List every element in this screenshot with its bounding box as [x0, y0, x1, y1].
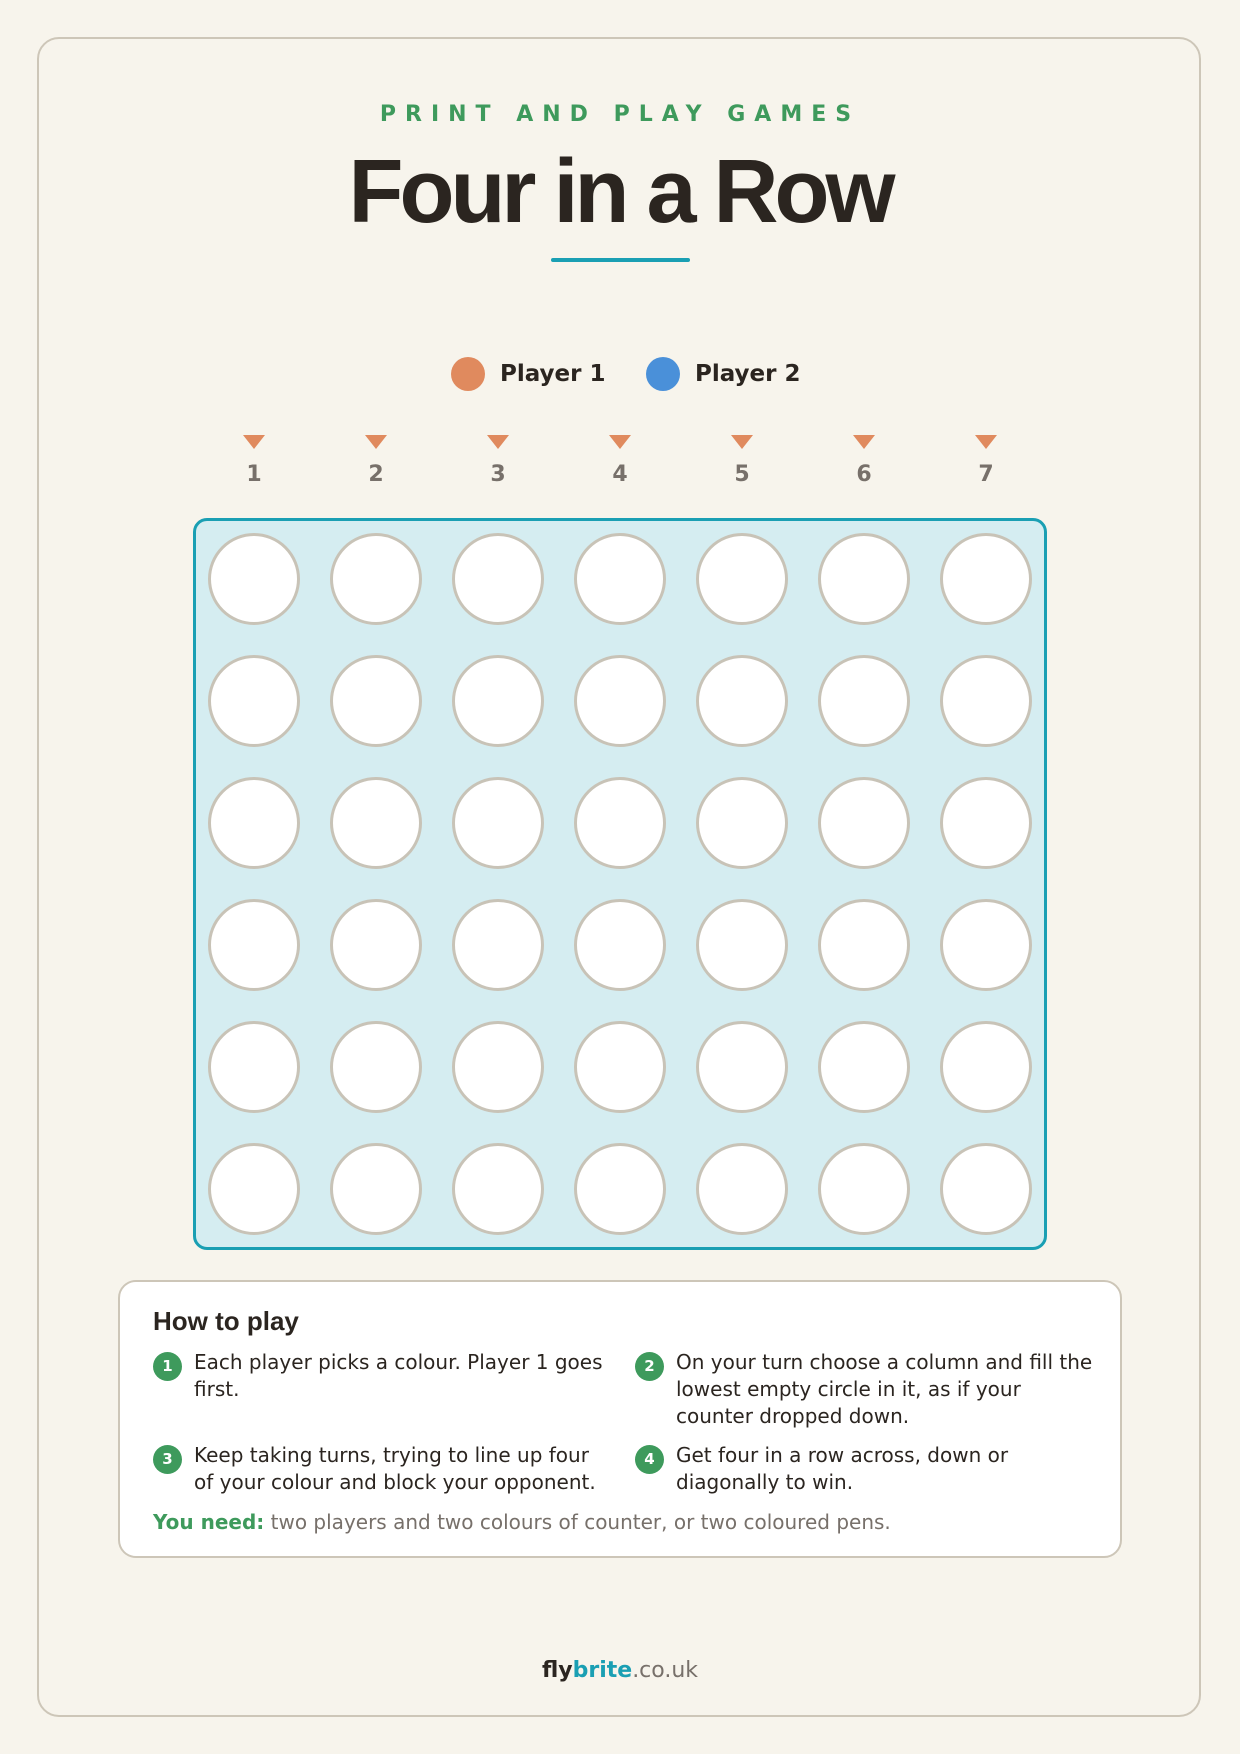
board-circle[interactable] — [696, 533, 788, 625]
column-number: 1 — [246, 462, 262, 487]
legend-player-2-label: Player 2 — [695, 361, 801, 387]
board-circle[interactable] — [452, 655, 544, 747]
board-circle[interactable] — [940, 1021, 1032, 1113]
you-need-text: two players and two colours of counter, or two coloured pens. — [270, 1510, 891, 1534]
board-circle[interactable] — [818, 777, 910, 869]
legend-player-2 — [646, 356, 801, 392]
you-need-note — [153, 1508, 891, 1536]
board-circle[interactable] — [452, 1021, 544, 1113]
board-circle[interactable] — [452, 777, 544, 869]
board-circle[interactable] — [818, 1143, 910, 1235]
column-number: 3 — [490, 462, 506, 487]
board-circle[interactable] — [818, 1021, 910, 1113]
board-circle[interactable] — [696, 655, 788, 747]
brand-brite: brite — [572, 1658, 633, 1683]
board-circle[interactable] — [330, 533, 422, 625]
you-need-label: You need: — [153, 1510, 265, 1534]
brand-domain: .co.uk — [632, 1658, 699, 1683]
legend-player-1 — [451, 356, 606, 392]
board-circle[interactable] — [574, 533, 666, 625]
board-circle[interactable] — [696, 777, 788, 869]
board-circle[interactable] — [208, 1021, 300, 1113]
step-number-badge: 4 — [635, 1445, 664, 1474]
board-circle[interactable] — [574, 1021, 666, 1113]
board-circle[interactable] — [818, 655, 910, 747]
board-circle[interactable] — [330, 899, 422, 991]
board-circle[interactable] — [818, 899, 910, 991]
column-drop-arrow — [731, 435, 753, 449]
step-text: Keep taking turns, trying to line up four of your colour and block your opponent. — [194, 1443, 596, 1494]
board-circle[interactable] — [940, 777, 1032, 869]
brand-fly: fly — [541, 1658, 573, 1683]
page-kicker: PRINT AND PLAY GAMES — [379, 102, 861, 127]
title-underline — [551, 258, 690, 262]
board-circle[interactable] — [208, 533, 300, 625]
board-circle[interactable] — [330, 1143, 422, 1235]
board-circle[interactable] — [452, 1143, 544, 1235]
step-number-badge: 3 — [153, 1445, 182, 1474]
footer-brand — [0, 1656, 1240, 1686]
player-1-color-dot — [451, 357, 485, 391]
board-circle[interactable] — [696, 1021, 788, 1113]
board-circle[interactable] — [818, 533, 910, 625]
column-number: 6 — [856, 462, 872, 487]
how-to-play-title: How to play — [153, 1306, 299, 1336]
board-circle[interactable] — [452, 533, 544, 625]
board-circle[interactable] — [696, 899, 788, 991]
board-circle[interactable] — [940, 899, 1032, 991]
board-circle[interactable] — [330, 777, 422, 869]
board-circle[interactable] — [574, 1143, 666, 1235]
board-circle[interactable] — [940, 533, 1032, 625]
step-text: On your turn choose a column and fill the lowest empty circle in it, as if your counter dropped down. — [676, 1350, 1093, 1428]
board-circle[interactable] — [574, 777, 666, 869]
game-board — [193, 518, 1047, 1250]
column-number: 4 — [612, 462, 628, 487]
column-drop-arrow — [365, 435, 387, 449]
column-drop-arrow — [853, 435, 875, 449]
board-circle[interactable] — [940, 1143, 1032, 1235]
step-text: Get four in a row across, down or diagonally to win. — [676, 1443, 1009, 1494]
page-title: Four in a Row — [348, 142, 892, 242]
board-circle[interactable] — [574, 655, 666, 747]
column-number: 2 — [368, 462, 384, 487]
board-circle[interactable] — [208, 1143, 300, 1235]
column-drop-arrow — [487, 435, 509, 449]
board-circle[interactable] — [330, 655, 422, 747]
column-drop-arrow — [975, 435, 997, 449]
column-number: 7 — [978, 462, 994, 487]
board-circle[interactable] — [330, 1021, 422, 1113]
step-text: Each player picks a colour. Player 1 goes first. — [194, 1350, 603, 1401]
board-circle[interactable] — [696, 1143, 788, 1235]
board-circle[interactable] — [574, 899, 666, 991]
column-drop-arrow — [243, 435, 265, 449]
board-circle[interactable] — [452, 899, 544, 991]
board-circle[interactable] — [208, 655, 300, 747]
board-circle[interactable] — [208, 899, 300, 991]
step-number-badge: 2 — [635, 1352, 664, 1381]
step-number-badge: 1 — [153, 1352, 182, 1381]
board-circle[interactable] — [208, 777, 300, 869]
player-2-color-dot — [646, 357, 680, 391]
legend-player-1-label: Player 1 — [500, 361, 606, 387]
column-number: 5 — [734, 462, 750, 487]
column-drop-arrow — [609, 435, 631, 449]
board-circle[interactable] — [940, 655, 1032, 747]
